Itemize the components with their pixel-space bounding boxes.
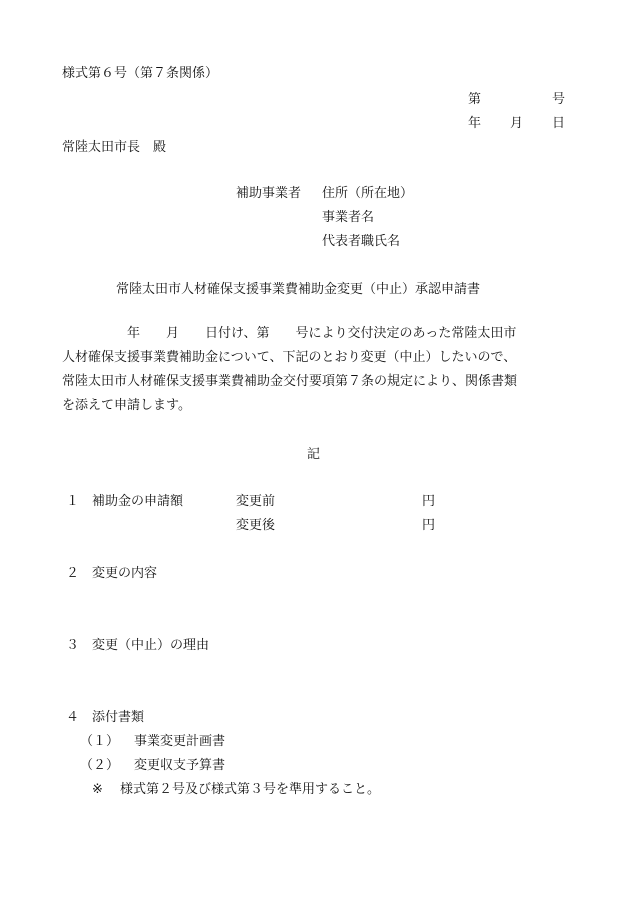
item4-note-text: 様式第２号及び様式第３号を準用すること。 bbox=[120, 782, 381, 797]
body-line-1: 年 月 日付け、第 号により交付決定のあった常陸太田市 bbox=[62, 326, 517, 341]
item4-number: ４ bbox=[66, 710, 80, 725]
body-line-2: 人材確保支援事業費補助金について、下記のとおり変更（中止）したいので、 bbox=[62, 350, 517, 365]
item4-sub2-label: 変更収支予算書 bbox=[134, 758, 226, 773]
item1-label: 補助金の申請額 bbox=[92, 494, 184, 509]
item4-sub1-label: 事業変更計画書 bbox=[134, 734, 226, 749]
item1-after-label: 変更後 bbox=[236, 518, 276, 533]
item1-after-unit: 円 bbox=[422, 518, 436, 533]
ki-heading: 記 bbox=[307, 447, 321, 462]
item3-number: ３ bbox=[66, 638, 80, 653]
applicant-role: 補助事業者 bbox=[236, 186, 302, 201]
doc-number-prefix: 第 bbox=[468, 92, 482, 107]
item1-before-unit: 円 bbox=[422, 494, 436, 509]
item1-before-label: 変更前 bbox=[236, 494, 276, 509]
item2-number: ２ bbox=[66, 566, 80, 581]
date-day: 日 bbox=[552, 116, 566, 131]
body-line-3: 常陸太田市人材確保支援事業費補助金交付要項第７条の規定により、関係書類 bbox=[62, 374, 518, 389]
item4-sub2-number: （２） bbox=[80, 758, 120, 773]
date-month: 月 bbox=[510, 116, 524, 131]
doc-number-suffix: 号 bbox=[552, 92, 566, 107]
address-label: 住所（所在地） bbox=[322, 186, 414, 201]
body-line-4: を添えて申請します。 bbox=[62, 398, 191, 413]
body-paragraph bbox=[62, 322, 582, 418]
representative-label: 代表者職氏名 bbox=[322, 234, 401, 249]
form-number: 様式第６号（第７条関係） bbox=[62, 66, 219, 81]
item1-number: １ bbox=[66, 494, 80, 509]
item4-label: 添付書類 bbox=[92, 710, 145, 725]
item4-note-mark: ※ bbox=[92, 782, 103, 797]
document-title: 常陸太田市人材確保支援事業費補助金変更（中止）承認申請書 bbox=[116, 282, 481, 297]
addressee: 常陸太田市長 殿 bbox=[62, 140, 167, 155]
item3-label: 変更（中止）の理由 bbox=[92, 638, 210, 653]
business-name-label: 事業者名 bbox=[322, 210, 375, 225]
item2-label: 変更の内容 bbox=[92, 566, 158, 581]
date-year: 年 bbox=[468, 116, 482, 131]
item4-sub1-number: （１） bbox=[80, 734, 120, 749]
